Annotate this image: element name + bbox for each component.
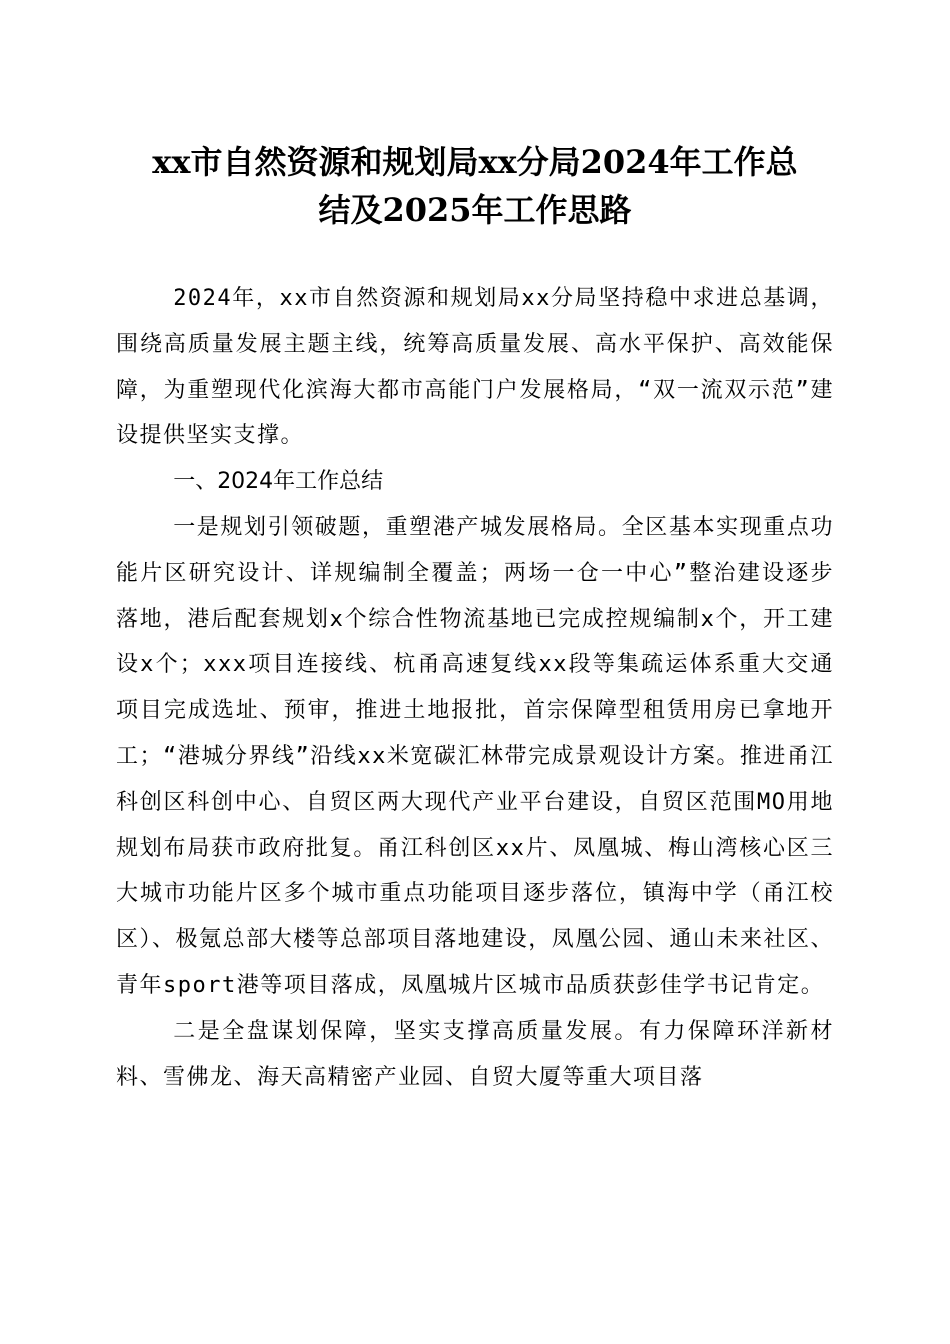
- paragraph-2-body: 有力保障环洋新材料、雪佛龙、海天高精密产业园、自贸大厦等重大项目落: [116, 1018, 834, 1090]
- paragraph-2-lead: 二是全盘谋划保障，坚实支撑高质量发展。: [173, 1018, 639, 1044]
- paragraph-2: [116, 1009, 834, 1101]
- paragraph-1-body: 全区基本实现重点功能片区研究设计、详规编制全覆盖；两场一仓一中心”整治建设逐步落地，港后配套规划x个综合性物流基地已完成控规编制x个，开工建设x个；xxx项目连接线、杭甬高速复线xx段等集疏运体系重大交通项目完成选址、预审，推进土地报批，首宗保障型租赁用房已拿地开工；“港城分界线”沿线xx米宽碳汇林带完成景观设计方案。推进甬江科创区科创中心、自贸区两大现代产业平台建设，自贸区范围MO用地规划布局获市政府批复。甬江科创区xx片、凤凰城、梅山湾核心区三大城市功能片区多个城市重点功能项目逐步落位，镇海中学（甬江校区）、极氪总部大楼等总部项目落地建设，凤凰公园、通山未来社区、青年sport港等项目落成，凤凰城片区城市品质获彭佳学书记肯定。: [116, 514, 834, 998]
- intro-paragraph: 2024年，xx市自然资源和规划局xx分局坚持稳中求进总基调，围绕高质量发展主题主线，统筹高质量发展、高水平保护、高效能保障，为重塑现代化滨海大都市高能门户发展格局，“双一流双示范”建设提供坚实支撑。: [116, 286, 834, 449]
- document-title: [100, 138, 850, 234]
- section-heading: 一、2024年工作总结: [173, 469, 384, 495]
- title-line-1: xx市自然资源和规划局xx分局2024年工作总: [152, 143, 798, 181]
- paragraph-1-lead: 一是规划引领破题，重塑港产城发展格局。: [173, 514, 622, 540]
- title-line-2: 结及2025年工作思路: [318, 191, 632, 229]
- paragraph-1: [116, 505, 834, 1009]
- document-body: [116, 276, 834, 1100]
